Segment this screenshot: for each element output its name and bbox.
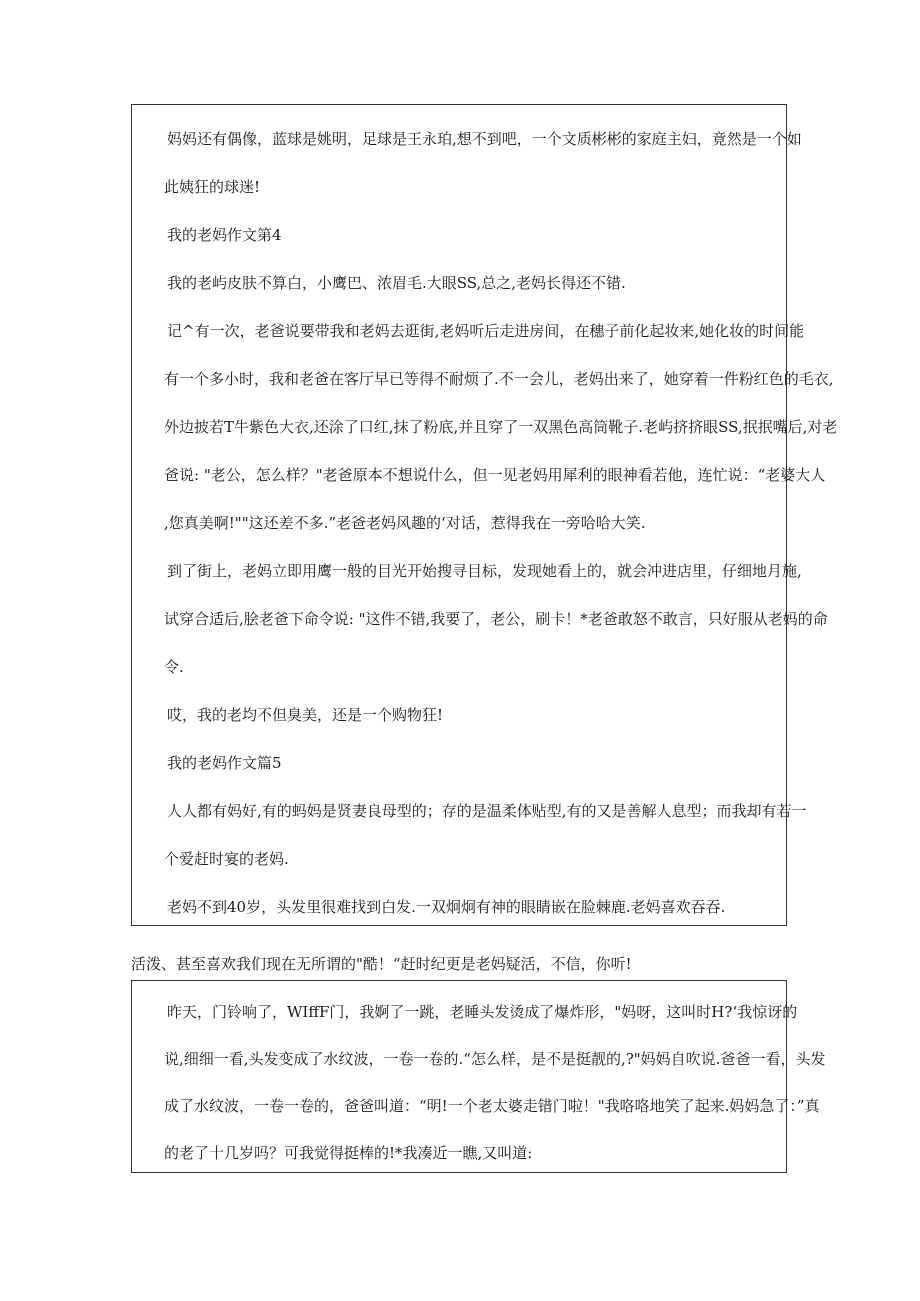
paragraph-line: 到了街上，老妈立即用鹰一般的目光开始搜寻目标，发现她看上的，就会冲进店里，仔细地月施, (167, 562, 802, 580)
page-break-text: 活泼、甚至喜欢我们现在无所谓的"酷！“赶时纪更是老妈疑活，不信，你听! (131, 955, 632, 973)
paragraph-line: 试穿合适后,脍老爸下命令说: "这件不错,我要了，老公，刷卡！*老爸敢怒不敢言，只好服从老妈的命 (164, 610, 828, 628)
section-heading: 我的老妈作文篇5 (167, 754, 282, 772)
section-heading: 我的老妈作文第4 (167, 226, 282, 244)
text-box-2 (131, 980, 826, 1173)
text-box-1 (131, 104, 838, 926)
paragraph-line: 令. (164, 658, 184, 676)
paragraph-line: 成了水纹波，一卷一卷的，爸爸叫道：“明!一个老太婆走错门啦！"我咯咯地笑了起来.妈妈急了：”真 (164, 1097, 820, 1115)
paragraph-line: 有一个多小时，我和老爸在客厅早已等得不耐烦了.不一会儿，老妈出来了，她穿着一件粉红色的毛衣, (164, 370, 834, 388)
paragraph-line: 爸说: "老公，怎么样？"老爸原本不想说什么，但一见老妈用犀利的眼神看若他，连忙说：“老婆大人 (164, 466, 826, 484)
paragraph-line: 说,细细一看,头发变成了水纹波，一卷一卷的.“怎么样，是不是挺靓的,?"妈妈自吹说.爸爸一看，头发 (164, 1050, 826, 1068)
paragraph-line: 记^有一次，老爸说要带我和老妈去逛街,老妈听后走进房间，在穗子前化起妆来,她化妆的时间能 (167, 322, 805, 340)
paragraph-line: 个爱赶时宴的老妈. (164, 850, 289, 868)
paragraph-line: 妈妈还有偶像，蓝球是姚明，足球是王永珀,想不到吧，一个文质彬彬的家庭主妇，竟然是一个如 (167, 130, 802, 148)
paragraph-line: 人人都有妈好,有的蚂妈是贤妻良母型的；存的是温柔体贴型,有的又是善解人息型；而我却有若一 (167, 802, 807, 820)
paragraph-line: 此姨狂的球迷! (164, 178, 261, 196)
paragraph-line: 外边披若T牛紫色大衣,还涂了口红,抹了粉底,并且穿了一双黑色高筒靴子.老屿挤挤眼SS,抿抿嘴后,对老 (164, 418, 838, 436)
paragraph-line: 昨天，门铃响了，WIffF门，我婀了一跳，老睡头发烫成了爆炸形，"妈呀，这叫时H?‘我惊讶的 (167, 1003, 798, 1021)
paragraph-line: 的老了十几岁吗？可我觉得挺棒的!*我凑近一瞧,又叫道: (164, 1144, 533, 1162)
paragraph-line: ,您真美啊!""这还差不多.”老爸老妈风趣的‘对话，惹得我在一旁哈哈大笑. (164, 514, 646, 532)
paragraph-line: 哎，我的老均不但臭美，还是一个购物狂! (167, 706, 444, 724)
paragraph-line: 老妈不到40岁，头发里很难找到白发.一双炯炯有神的眼睛嵌在脸棘鹿.老妈喜欢吞吞. (167, 898, 726, 916)
paragraph-line: 我的老屿皮肤不算白，小鹰巴、浓眉毛.大眼SS,总之,老妈长得还不错. (167, 274, 626, 292)
